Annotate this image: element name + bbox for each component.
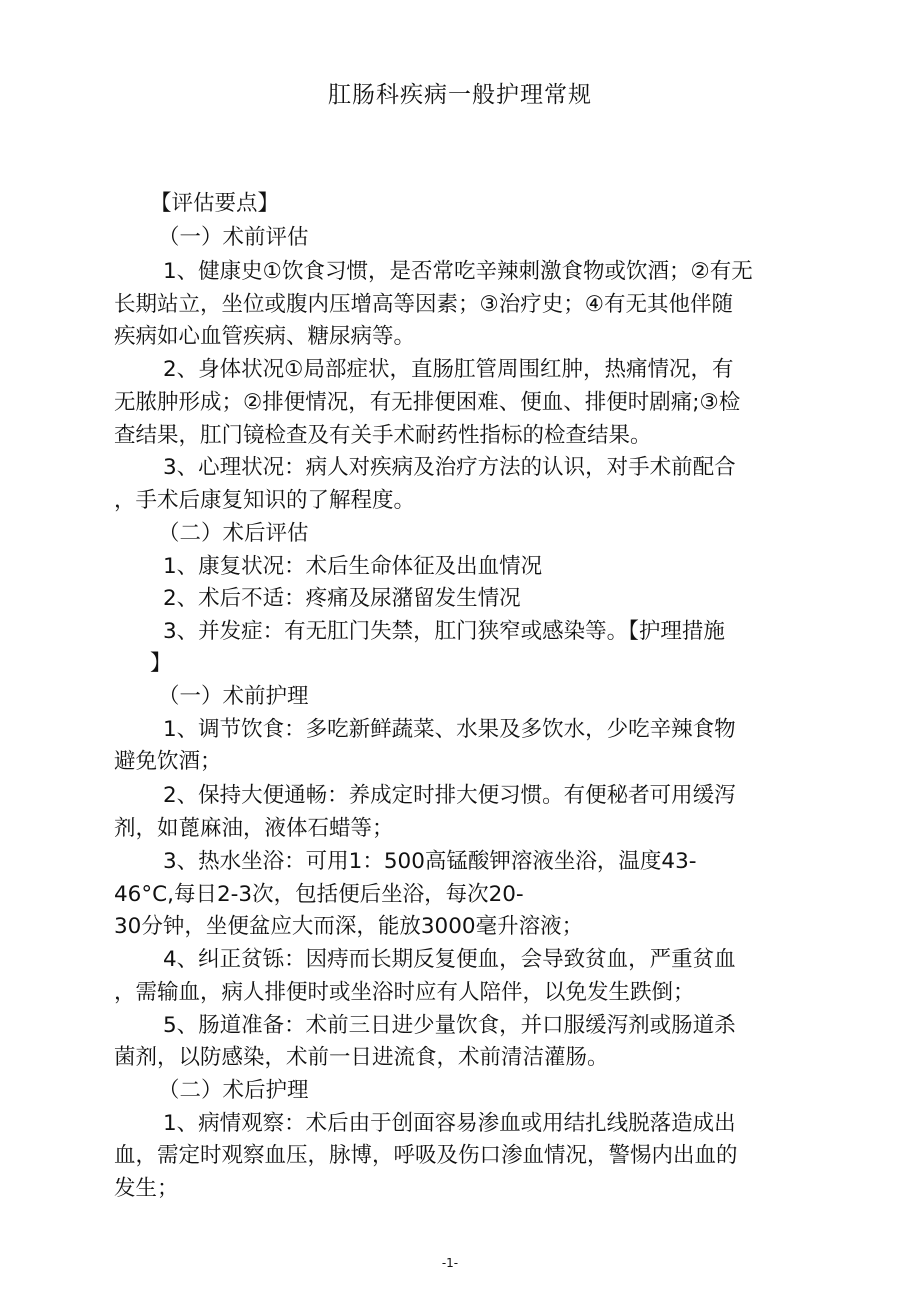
- paragraph-line: ，手术后康复知识的了解程度。: [114, 488, 416, 513]
- paragraph-line: 剂，如蓖麻油，液体石蜡等；: [114, 816, 394, 841]
- paragraph-line: 无脓肿形成；②排便情况，有无排便困难、便血、排便时剧痛;③检: [114, 390, 741, 415]
- paragraph-line: 1、病情观察：术后由于创面容易渗血或用结扎线脱落造成出: [163, 1111, 736, 1136]
- paragraph-line: 菌剂，以防感染，术前一日进流食，术前清洁灌肠。: [114, 1045, 609, 1070]
- paragraph-line: 5、肠道准备：术前三日进少量饮食，并口服缓泻剂或肠道杀: [163, 1013, 736, 1038]
- paragraph-line: 发生；: [114, 1176, 179, 1201]
- paragraph-line: 30分钟，坐便盆应大而深，能放3000毫升溶液；: [114, 914, 584, 939]
- paragraph-line: 1、康复状况：术后生命体征及出血情况: [163, 554, 543, 579]
- paragraph-line: 4、纠正贫铄：因痔而长期反复便血，会导致贫血，严重贫血: [163, 947, 736, 972]
- page-number: -1-: [441, 1256, 459, 1270]
- document-title: 肛肠科疾病一般护理常规: [328, 82, 592, 108]
- paragraph-line: 2、身体状况①局部症状，直肠肛管周围红肿，热痛情况，有: [163, 357, 734, 382]
- paragraph-line: 3、热水坐浴：可用1：500高锰酸钾溶液坐浴，温度43-: [163, 849, 697, 874]
- paragraph-line: 疾病如心血管疾病、糖尿病等。: [114, 324, 416, 349]
- paragraph-line: 2、术后不适：疼痛及尿潴留发生情况: [163, 586, 521, 611]
- paragraph-line: 1、调节饮食：多吃新鲜蔬菜、水果及多饮水，少吃辛辣食物: [163, 717, 736, 742]
- paragraph-line: ，需输血，病人排便时或坐浴时应有人陪伴，以免发生跌倒；: [114, 980, 695, 1005]
- subheading-preop-assessment: （一）术前评估: [158, 225, 309, 250]
- subheading-postop-assessment: （二）术后评估: [158, 521, 309, 546]
- paragraph-line: 3、心理状况：病人对疾病及治疗方法的认识，对手术前配合: [163, 455, 736, 480]
- paragraph-line: 2、保持大便通畅：养成定时排大便习惯。有便秘者可用缓泻: [163, 783, 736, 808]
- paragraph-line: 查结果，肛门镜检查及有关手术耐药性指标的检查结果。: [114, 423, 652, 448]
- section-heading-assessment: 【评估要点】: [150, 191, 280, 216]
- paragraph-line: 血，需定时观察血压，脉博，呼吸及伤口渗血情况，警惕内出血的: [114, 1143, 738, 1168]
- subheading-preop-care: （一）术前护理: [158, 684, 309, 709]
- paragraph-line: 3、并发症：有无肛门失禁，肛门狭窄或感染等。【护理措施: [163, 619, 725, 644]
- subheading-postop-care: （二）术后护理: [158, 1078, 309, 1103]
- paragraph-line: 1、健康史①饮食习惯，是否常吃辛辣刺激食物或饮酒；②有无: [163, 259, 753, 284]
- paragraph-line: 避免饮酒；: [114, 749, 222, 774]
- paragraph-line: 】: [150, 651, 172, 676]
- paragraph-line: 46°C,每日2-3次，包括便后坐浴，每次20-: [114, 882, 524, 907]
- paragraph-line: 长期站立，坐位或腹内压增高等因素；③治疗史；④有无其他伴随: [114, 292, 734, 317]
